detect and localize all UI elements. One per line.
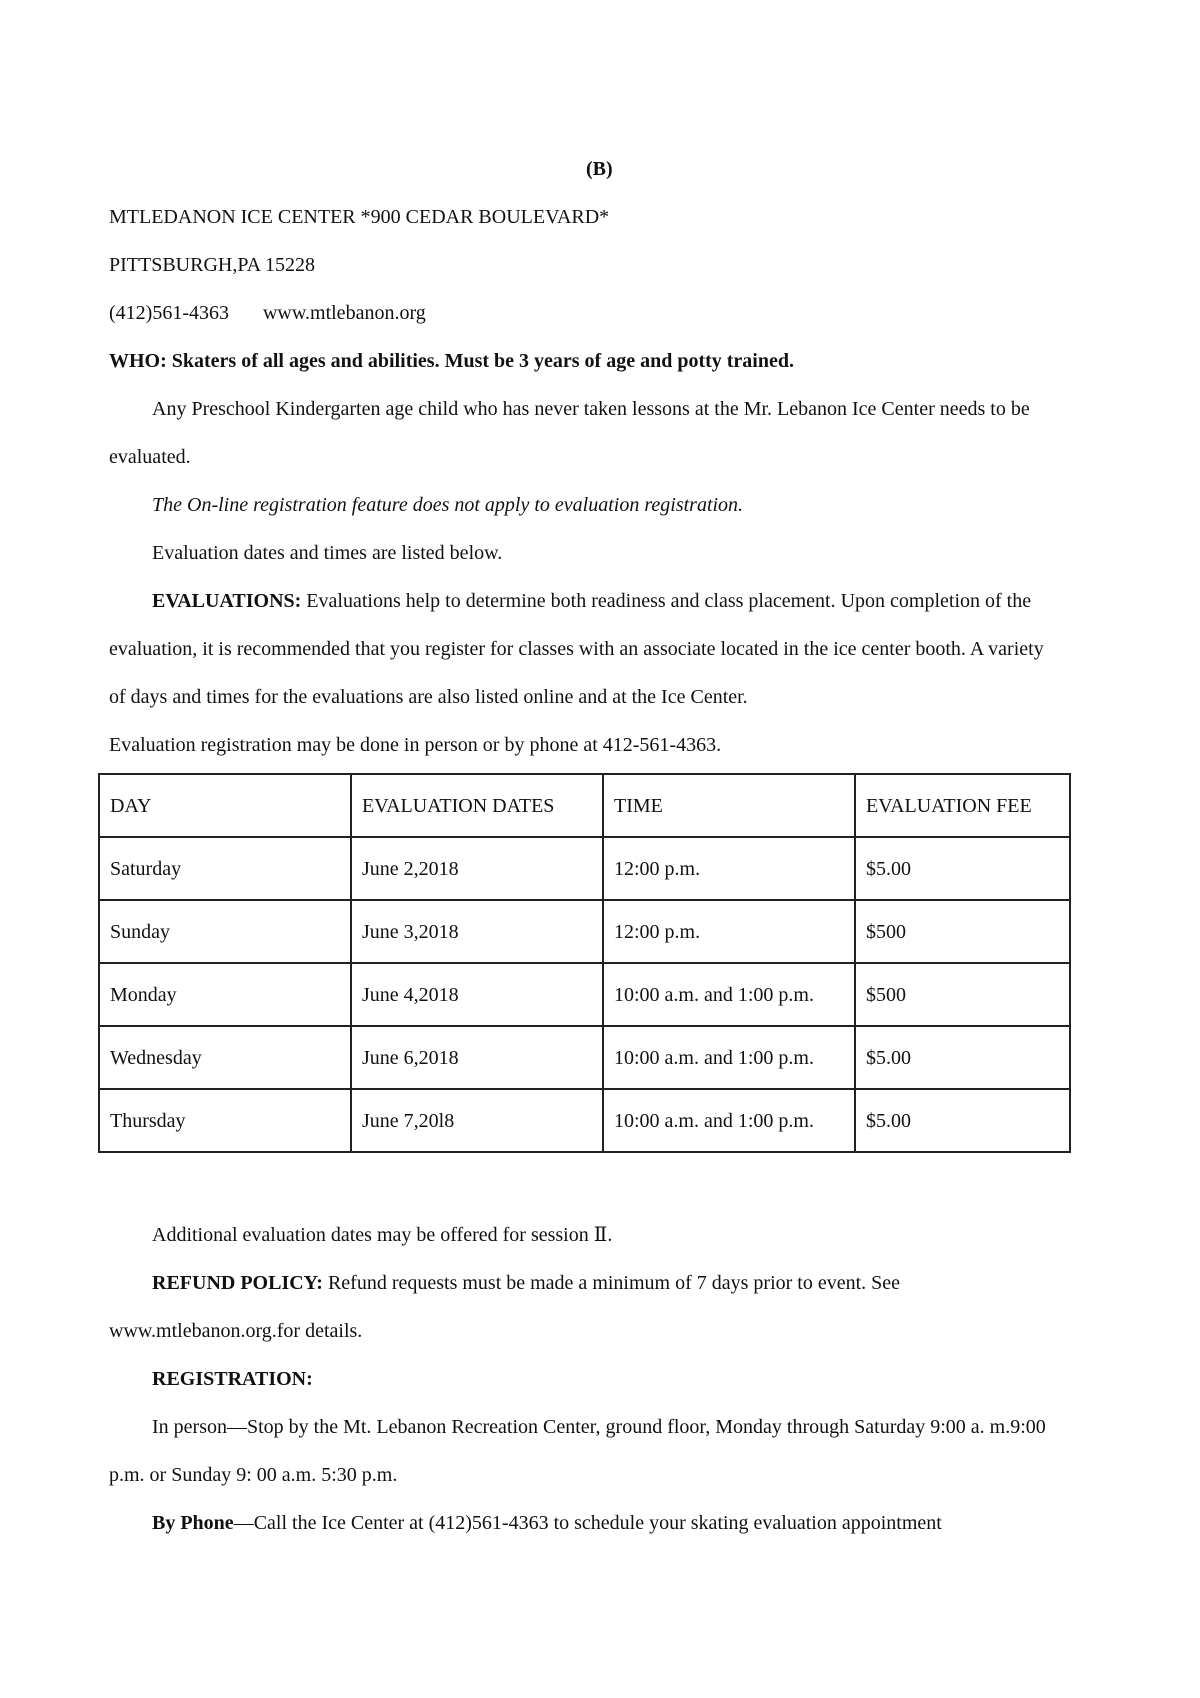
cell-time: 10:00 a.m. and 1:00 p.m. [603,963,855,1026]
evaluations-line-1 [152,589,1031,613]
additional-dates-note: Additional evaluation dates may be offered for session Ⅱ. [152,1224,613,1246]
registration-heading: REGISTRATION: [152,1368,313,1390]
section-label: (B) [586,158,613,180]
evaluations-text: Evaluations help to determine both readiness and class placement. Upon completion of the [301,590,1032,612]
cell-time: 12:00 p.m. [603,837,855,900]
by-phone-text: —Call the Ice Center at (412)561-4363 to schedule your skating evaluation appointment [233,1512,942,1534]
cell-day: Monday [99,963,351,1026]
cell-date: June 7,20l8 [351,1089,603,1152]
by-phone-label: By Phone [152,1512,234,1534]
refund-policy-line-2: www.mtlebanon.org.for details. [109,1320,363,1342]
header-evaluation-fee: EVALUATION FEE [855,774,1070,837]
address-line-1: MTLEDANON ICE CENTER *900 CEDAR BOULEVARD* [109,206,610,228]
contact-line [109,301,426,325]
dates-note: Evaluation dates and times are listed below. [152,542,503,564]
cell-day: Wednesday [99,1026,351,1089]
table-row [99,963,1070,1026]
header-evaluation-dates: EVALUATION DATES [351,774,603,837]
evaluations-label: EVALUATIONS: [152,590,302,612]
cell-day: Sunday [99,900,351,963]
cell-date: June 3,2018 [351,900,603,963]
refund-policy-text: Refund requests must be made a minimum of 7 days prior to event. See [322,1272,901,1294]
website-link: www.mtlebanon.org [262,302,426,324]
evaluations-line-2: evaluation, it is recommended that you register for classes with an associate located in the ice center booth. A variety [109,638,1044,660]
table-row [99,837,1070,900]
who-statement: WHO: Skaters of all ages and abilities. Must be 3 years of age and potty trained. [109,350,794,372]
in-person-line-2: p.m. or Sunday 9: 00 a.m. 5:30 p.m. [109,1464,398,1486]
header-time: TIME [603,774,855,837]
intro-paragraph-line-1: Any Preschool Kindergarten age child who has never taken lessons at the Mr. Lebanon Ice Center needs to be [152,398,1030,420]
by-phone-line [152,1511,942,1535]
cell-fee: $5.00 [855,837,1070,900]
cell-date: June 6,2018 [351,1026,603,1089]
in-person-line-1: In person—Stop by the Mt. Lebanon Recreation Center, ground floor, Monday through Saturday 9:00 a. m.9:00 [152,1416,1046,1438]
evaluations-line-3: of days and times for the evaluations are also listed online and at the Ice Center. [109,686,748,708]
cell-time: 10:00 a.m. and 1:00 p.m. [603,1026,855,1089]
cell-day: Saturday [99,837,351,900]
phone-number: (412)561-4363 [109,302,229,324]
cell-time: 12:00 p.m. [603,900,855,963]
cell-fee: $500 [855,963,1070,1026]
cell-date: June 2,2018 [351,837,603,900]
table-header-row [99,774,1070,837]
refund-policy-line-1 [152,1271,900,1295]
header-day: DAY [99,774,351,837]
table-row [99,1089,1070,1152]
cell-fee: $500 [855,900,1070,963]
cell-day: Thursday [99,1089,351,1152]
evaluation-schedule-table [98,773,1071,1153]
address-line-2: PITTSBURGH,PA 15228 [109,254,315,276]
cell-time: 10:00 a.m. and 1:00 p.m. [603,1089,855,1152]
cell-date: June 4,2018 [351,963,603,1026]
cell-fee: $5.00 [855,1026,1070,1089]
refund-policy-label: REFUND POLICY: [152,1272,323,1294]
online-registration-note: The On-line registration feature does not apply to evaluation registration. [152,494,744,516]
intro-paragraph-line-2: evaluated. [109,446,191,468]
table-row [99,900,1070,963]
evaluation-registration-note: Evaluation registration may be done in person or by phone at 412-561-4363. [109,734,722,756]
cell-fee: $5.00 [855,1089,1070,1152]
table-row [99,1026,1070,1089]
